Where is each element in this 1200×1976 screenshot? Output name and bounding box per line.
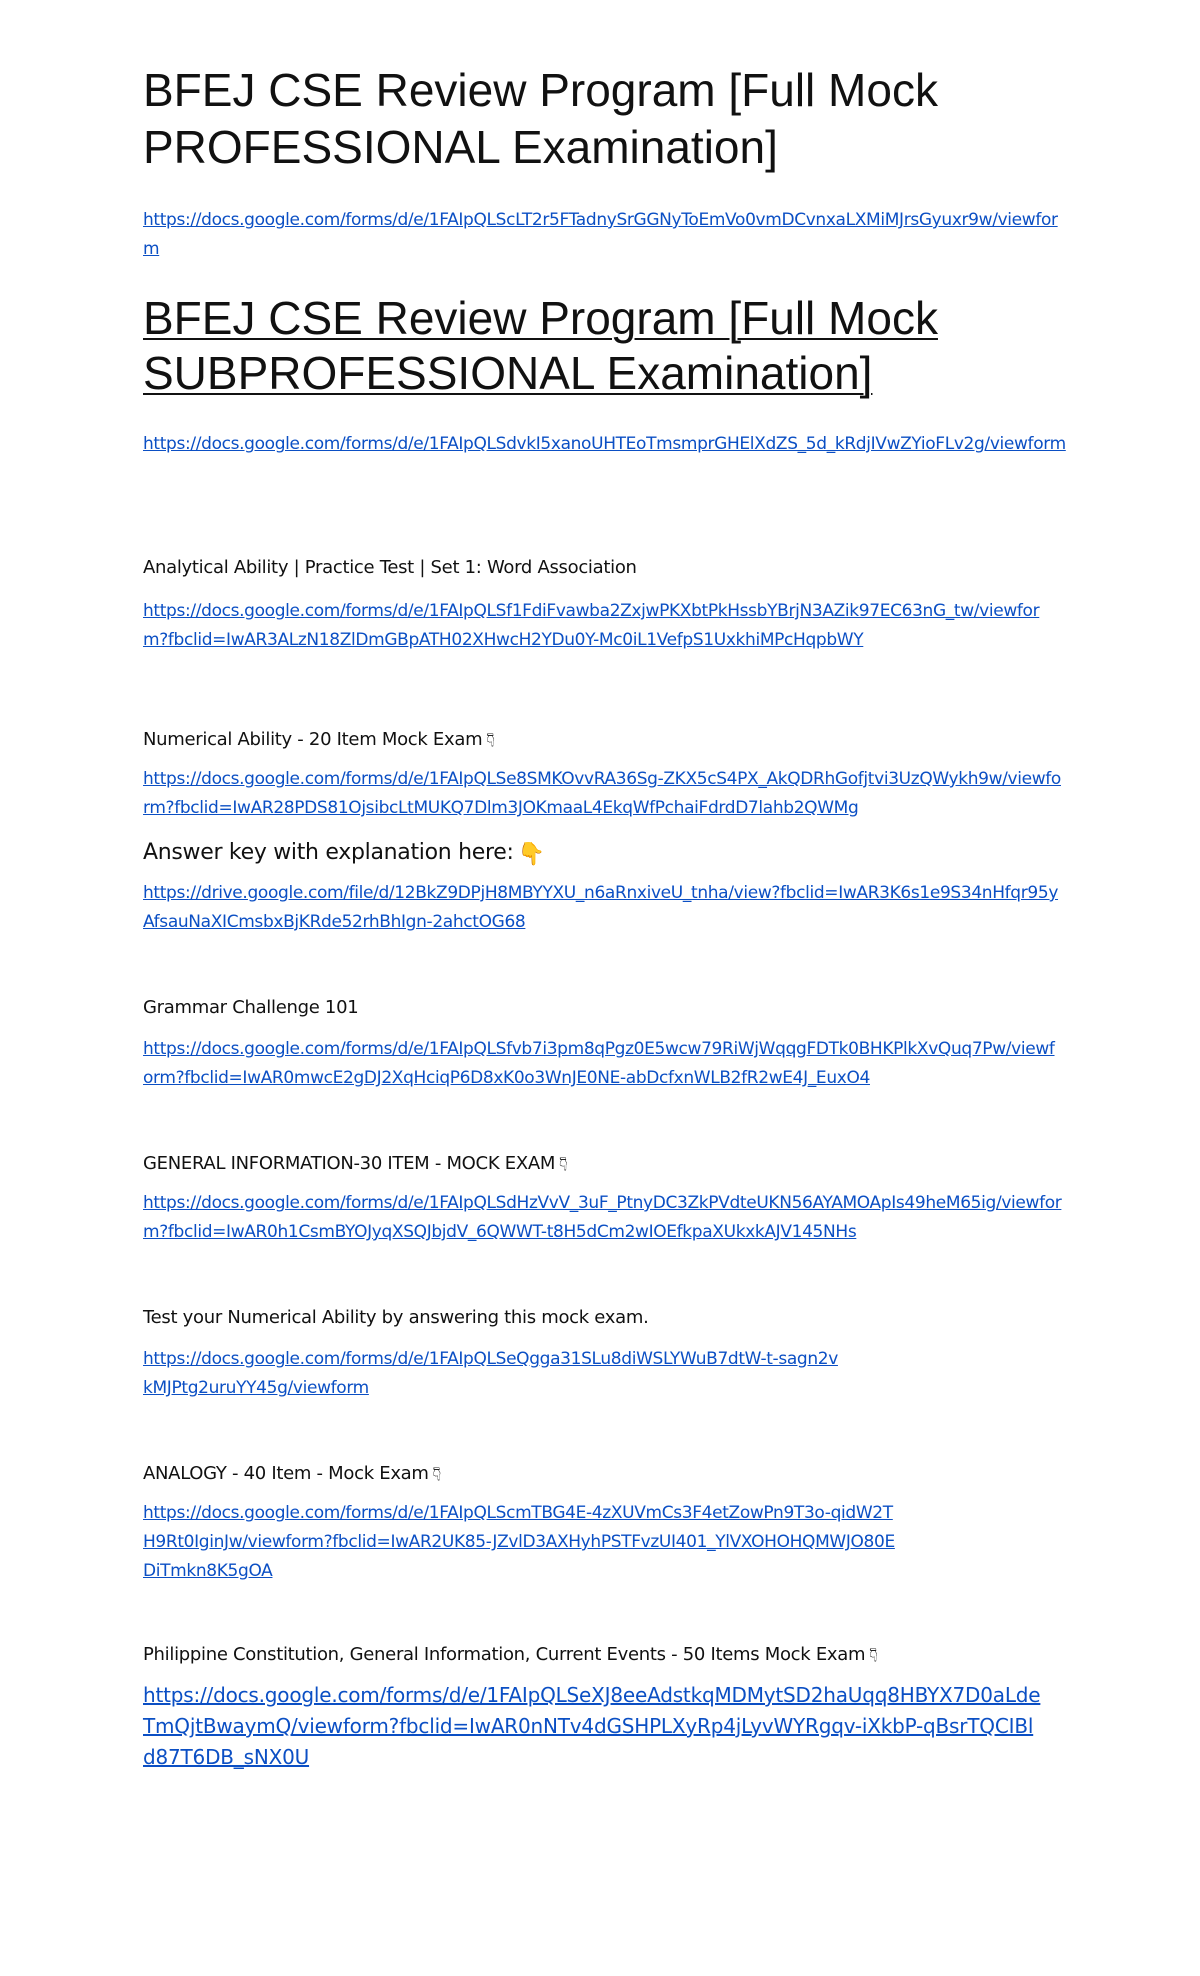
grammar-challenge-label: Grammar Challenge 101 — [143, 997, 359, 1018]
numerical-ability-20-label — [143, 727, 1083, 753]
subprofessional-exam-title: BFEJ CSE Review Program [Full Mock SUBPROFESSIONAL Examination] — [143, 292, 938, 399]
analogy-link[interactable]: https://docs.google.com/forms/d/e/1FAIpQLScmTBG4E-4zXUVmCs3F4etZowPn9T3o-qidW2TH9Rt0IginJw/viewform?fbclid=IwAR2UK85-JZvlD3AXHyhPSTFvzUI401_YlVXOHOHQMWJO80EDiTmkn8K5gOA — [143, 1503, 895, 1581]
pointing-down-outline-icon: 👇︎ — [432, 1462, 441, 1486]
answer-key-link[interactable]: https://drive.google.com/file/d/12BkZ9DPjH8MBYYXU_n6aRnxiveU_tnha/view?fbclid=IwAR3K6s1e9S34nHfqr95yAfsauNaXICmsbxBjKRde52rhBhIgn-2ahctOG68 — [143, 883, 1059, 932]
professional-exam-title: BFEJ CSE Review Program [Full Mock PROFESSIONAL Examination] — [143, 64, 938, 173]
numerical-ability-20-text: Numerical Ability - 20 Item Mock Exam — [143, 729, 483, 750]
pointing-down-outline-icon: 👇︎ — [869, 1643, 878, 1667]
analytical-ability-link[interactable]: https://docs.google.com/forms/d/e/1FAIpQLSf1FdiFvawba2ZxjwPKXbtPkHssbYBrjN3AZik97EC63nG_tw/viewform?fbclid=IwAR3ALzN18ZlDmGBpATH02XHwcH2YDu0Y-Mc0iL1VefpS1UxkhiMPcHqpbWY — [143, 601, 1040, 650]
numerical-ability-20-link[interactable]: https://docs.google.com/forms/d/e/1FAIpQLSe8SMKOvvRA36Sg-ZKX5cS4PX_AkQDRhGofjtvi3UzQWykh9w/viewform?fbclid=IwAR28PDS81OjsibcLtMUKQ7Dlm3JOKmaaL4EkqWfPchaiFdrdD7lahb2QWMg — [143, 769, 1061, 818]
pointing-down-emoji-icon: 👇 — [517, 842, 545, 867]
constitution-label — [143, 1642, 1083, 1668]
analogy-text: ANALOGY - 40 Item - Mock Exam — [143, 1463, 429, 1484]
constitution-text: Philippine Constitution, General Information, Current Events - 50 Items Mock Exam — [143, 1644, 866, 1665]
pointing-down-outline-icon: 👇︎ — [559, 1152, 568, 1176]
numerical-test-link[interactable]: https://docs.google.com/forms/d/e/1FAIpQLSeQgga31SLu8diWSLYWuB7dtW-t-sagn2vkMJPtg2uruYY45g/viewform — [143, 1349, 838, 1398]
grammar-challenge-link[interactable]: https://docs.google.com/forms/d/e/1FAIpQLSfvb7i3pm8qPgz0E5wcw79RiWjWqqgFDTk0BHKPlkXvQuq7Pw/viewform?fbclid=IwAR0mwcE2gDJ2XqHciqP6D8xK0o3WnJE0NE-abDcfxnWLB2fR2wE4J_EuxO4 — [143, 1039, 1055, 1088]
analogy-label — [143, 1461, 1083, 1487]
professional-exam-link[interactable]: https://docs.google.com/forms/d/e/1FAIpQLScLT2r5FTadnySrGGNyToEmVo0vmDCvnxaLXMiMJrsGyuxr9w/viewform — [143, 210, 1058, 259]
document-page — [143, 62, 1083, 1773]
general-information-link[interactable]: https://docs.google.com/forms/d/e/1FAIpQLSdHzVvV_3uF_PtnyDC3ZkPVdteUKN56AYAMOApIs49heM65ig/viewform?fbclid=IwAR0h1CsmBYOJyqXSQJbjdV_6QWWT-t8H5dCm2wIOEfkpaXUkxkAJV145NHs — [143, 1193, 1062, 1242]
answer-key-label — [143, 837, 1083, 869]
pointing-down-outline-icon: 👇︎ — [486, 728, 495, 752]
answer-key-text: Answer key with explanation here: — [143, 840, 514, 865]
numerical-test-label: Test your Numerical Ability by answering this mock exam. — [143, 1307, 649, 1328]
general-information-text: GENERAL INFORMATION-30 ITEM - MOCK EXAM — [143, 1153, 556, 1174]
constitution-link[interactable]: https://docs.google.com/forms/d/e/1FAIpQLSeXJ8eeAdstkqMDMytSD2haUqq8HBYX7D0aLdeTmQjtBwaymQ/viewform?fbclid=IwAR0nNTv4dGSHPLXyRp4jLyvWYRgqv-iXkbP-qBsrTQCIBld87T6DB_sNX0U — [143, 1683, 1041, 1769]
subprofessional-exam-link[interactable]: https://docs.google.com/forms/d/e/1FAIpQLSdvkI5xanoUHTEoTmsmprGHElXdZS_5d_kRdjIVwZYioFLv2g/viewform — [143, 434, 1066, 454]
analytical-ability-label: Analytical Ability | Practice Test | Set 1: Word Association — [143, 557, 637, 578]
general-information-label — [143, 1151, 1083, 1177]
